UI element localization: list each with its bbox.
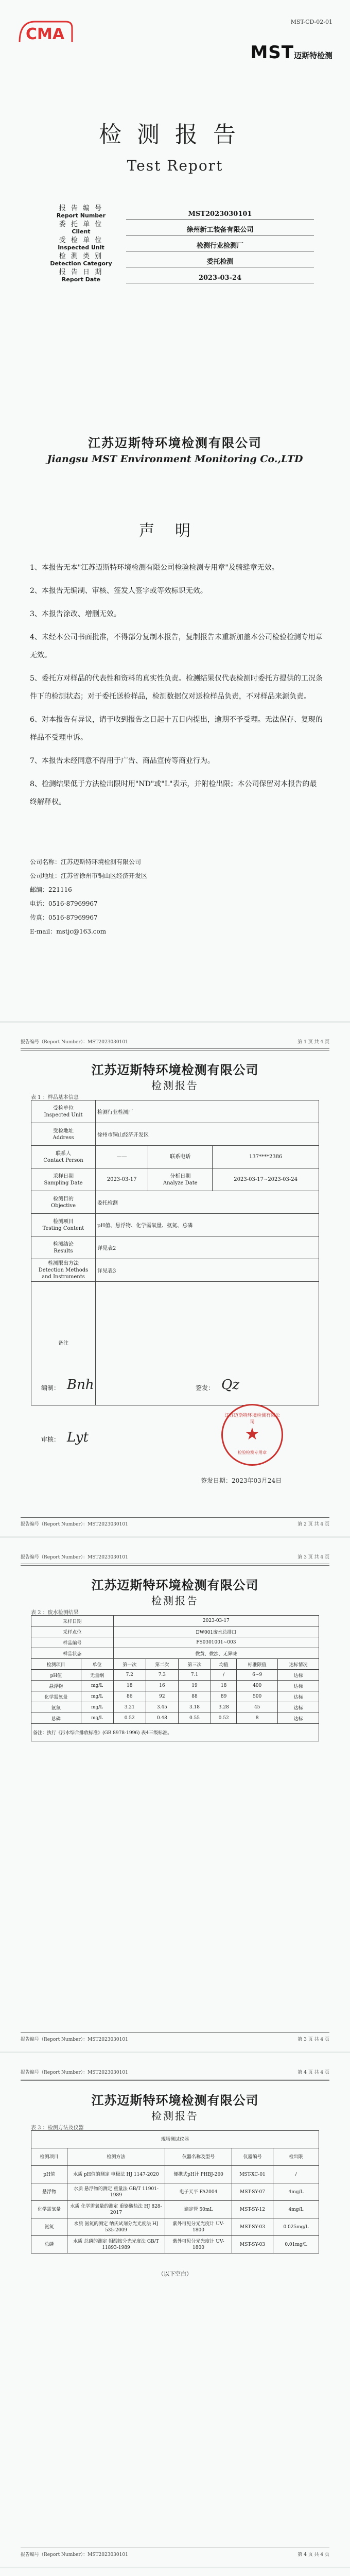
table-row [31,2218,319,2236]
table-row [31,2183,319,2201]
cell: mg/L [81,1713,113,1724]
row-label: 检测目的 Objective [31,1191,96,1214]
header-report-number: 报告编号（Report Number）：MST2023030101 [21,2070,128,2075]
cell: 化学需氧量 [31,2201,67,2218]
cell: 0.52 [113,1713,146,1724]
column-header: 仪器名称及型号 [165,2148,232,2166]
cell: 悬浮物 [31,2183,67,2201]
row-label: 采样日期 Sampling Date [31,1168,96,1191]
issue-date: 签发日期：2023年03月24日 [201,1477,282,1484]
footer-report-number: 报告编号（Report Number）：MST2023030101 [21,2037,128,2042]
table-row [31,1691,319,1702]
cell: 达标 [278,1670,319,1681]
page-subtitle: 检测报告 [151,2110,199,2122]
cma-logo [14,16,76,48]
page-company: 江苏迈斯特环境检测有限公司 [91,2093,259,2108]
declaration-item: 8、检测结果低于方法检出限时用"ND"或"L"表示，并附检出限；本公司保留对本报告的最终解释权。 [30,780,317,806]
cell: 紫外可见分光光度计 UV-1800 [165,2218,232,2236]
seal-subtext: 检验检测专用章 [238,1450,267,1455]
table-header-row [31,1659,319,1670]
cell: 89 [211,1691,237,1702]
declaration-list [30,559,323,817]
info-value: 2023-03-17 [113,1616,319,1626]
mst-logo-sub: 迈斯特检测 [293,51,332,60]
page-subtitle: 检测报告 [151,1079,199,1092]
row-value: 检测行业检测厂 [96,1100,319,1123]
cell: MST-XC-01 [232,2166,273,2183]
row-label: 检测项目 Testing Content [31,1214,96,1236]
signature-approved: Qz [221,1377,240,1393]
page-subtitle: 检测报告 [151,1595,199,1607]
cell: 达标 [278,1681,319,1691]
table-row [31,1214,319,1236]
cell: 7.1 [178,1670,211,1681]
cell: 紫外可见分光光度计 UV-1800 [165,2236,232,2253]
table-row [31,1259,319,1282]
table-row [31,1100,319,1123]
info-value: DW001废水总排口 [113,1626,319,1637]
cell: 便携式pH计 PHBJ-260 [165,2166,232,2183]
table-row [31,1670,319,1681]
info-row-category [36,251,314,267]
contact-email[interactable]: E-mail：mstjc@163.com [30,928,107,935]
column-header: 达标情况 [278,1659,319,1670]
field-label-zh: 受 检 单 位 [59,236,103,244]
cell: 滴定管 50mL [165,2201,232,2218]
table-row [31,1616,319,1626]
info-value: FS0301001~003 [113,1637,319,1648]
row-value: 徐州市铜山经济开发区 [96,1123,319,1146]
seal-text: 江苏迈斯特环境检测有限公司 [224,1413,280,1425]
declaration-item: 3、本报告涂改、增删无效。 [30,610,121,618]
field-label-en: Client [72,228,91,235]
column-header: 单位 [81,1659,113,1670]
table-row [31,1168,319,1191]
cell: 3.45 [146,1702,178,1713]
cell: 无量纲 [81,1670,113,1681]
table-row [31,2131,319,2148]
cell: 7.2 [113,1670,146,1681]
page-header [21,2069,329,2078]
table-row [31,1724,319,1741]
contact-postcode: 邮编：221116 [30,886,72,893]
column-header: 检测项目 [31,1659,81,1670]
row-label: 受检地址 Address [31,1123,96,1146]
cell: 16 [146,1681,178,1691]
cell: 0.52 [211,1713,237,1724]
basic-info-table [31,1100,319,1405]
section-title: 表 2 ：废水检测结果 [31,1610,79,1616]
table-row [31,2166,319,2183]
declaration-item: 2、本报告无编制、审核、签发人签字或等效标识无效。 [30,587,207,595]
info-label: 采样点位 [31,1626,114,1637]
cell: 达标 [278,1702,319,1713]
field-label-zh: 检 测 类 别 [59,252,103,260]
report-page-4 [0,2053,350,2568]
page-header [21,1553,329,1563]
methods-top-label: 现场测试仪器 [31,2131,319,2148]
header-page-number: 第 4 页 共 4 页 [297,2070,329,2075]
cell: 6~9 [237,1670,278,1681]
page-header [21,1038,329,1047]
row-value: 委托检测 [96,1191,319,1214]
methods-table [31,2130,319,2253]
footer-report-number: 报告编号（Report Number）：MST2023030101 [21,1522,128,1527]
cell: 3.28 [211,1702,237,1713]
cell: / [273,2166,319,2183]
field-label-en: Inspected Unit [58,244,104,251]
row-label: 检测结论 Results [31,1236,96,1259]
table-row [31,1637,319,1648]
table-row [31,2201,319,2218]
cell: 18 [113,1681,146,1691]
cell: 88 [178,1691,211,1702]
cell: MST-SY-03 [232,2236,273,2253]
cell: mg/L [81,1681,113,1691]
remark-label: 备注 [31,1282,96,1405]
cell: 3.21 [113,1702,146,1713]
declaration-title: 声明 [139,522,211,540]
field-label-en: Report Date [61,276,101,283]
cell: 400 [237,1681,278,1691]
row-value: 2023-03-17~2023-03-24 [213,1168,319,1191]
cell: 8 [237,1713,278,1724]
cell: 0.55 [178,1713,211,1724]
row-value: 137****2386 [213,1146,319,1168]
column-header: 均值 [211,1659,237,1670]
cell: 0.48 [146,1713,178,1724]
declaration-item: 1、本报告无本"江苏迈斯特环境检测有限公司检验检测专用章"及骑缝章无效。 [30,564,279,572]
info-label: 采样日期 [31,1616,114,1626]
report-title-en: Test Report [127,157,223,174]
table-row [31,1626,319,1637]
cell: 水质 化学需氧量的测定 重铬酸盐法 HJ 828-2017 [67,2201,165,2218]
field-value: 徐州新工装备有限公司 [126,224,314,235]
column-header: 第二次 [146,1659,178,1670]
cell: 氨氮 [31,1702,81,1713]
row-value: —— [96,1146,148,1168]
table-row [31,1681,319,1691]
report-page-2 [0,1023,350,1538]
cell: 达标 [278,1691,319,1702]
table-row [31,1236,319,1259]
info-row-client [36,219,314,235]
cell: 0.025mg/L [273,2218,319,2236]
contact-phone: 电话：0516-87969967 [30,900,98,907]
table-row [31,2236,319,2253]
page-company: 江苏迈斯特环境检测有限公司 [91,1062,259,1077]
cell: 电子天平 FA2004 [165,2183,232,2201]
cell: / [211,1670,237,1681]
cell: 化学需氧量 [31,1691,81,1702]
page-company: 江苏迈斯特环境检测有限公司 [91,1578,259,1592]
row-value: 2023-03-17 [96,1168,148,1191]
cell: MST-SY-12 [232,2201,273,2218]
section-title: 表 3 ：检测方法及仪器 [31,2125,84,2131]
cell: pH值 [31,1670,81,1681]
cell: 水质 pH值的测定 电极法 HJ 1147-2020 [67,2166,165,2183]
declaration-item: 7、本报告未经同意不得用于广告、商品宣传等商业行为。 [30,757,215,765]
blank-note: （以下空白） [158,2270,192,2277]
column-header: 仪器编号 [232,2148,273,2166]
cell: 总磷 [31,2236,67,2253]
info-row-report-number [36,204,314,219]
cell: 4mg/L [273,2183,319,2201]
field-label-en: Detection Category [50,260,112,267]
cell: MST-SY-07 [232,2183,273,2201]
signature-reviewed: Lyt [67,1430,89,1445]
field-value: MST2023030101 [126,210,314,219]
seal-star-icon: ★ [244,1424,260,1444]
row-label: 联系人 Contact Person [31,1146,96,1168]
declaration-item: 4、未经本公司书面批准，不得部分复制本报告，复制报告未重新加盖本公司检验检测专用章无效。 [30,633,323,659]
column-header: 检测项目 [31,2148,67,2166]
header-report-number: 报告编号（Report Number）：MST2023030101 [21,1040,128,1045]
field-label-zh: 委 托 单 位 [59,221,103,228]
field-value: 2023-03-24 [126,274,314,283]
contact-info [30,855,318,939]
table-row [31,1123,319,1146]
footer-page-number: 第 3 页 共 4 页 [297,2037,329,2042]
header-report-number: 报告编号（Report Number）：MST2023030101 [21,1555,128,1560]
row-label: 检测限出方法 Detection Methods and Instruments [31,1259,96,1282]
contact-fax: 传真：0516-87969967 [30,914,98,921]
cover-info [36,204,314,283]
cell: 达标 [278,1713,319,1724]
results-note: 备注：执行《污水综合排放标准》(GB 8978-1996) 表4三级标准。 [31,1724,319,1741]
contact-address: 公司地址：江苏省徐州市铜山区经济开发区 [30,872,148,879]
report-page-3 [0,1538,350,2053]
prepared-label: 编制： [41,1384,60,1392]
footer-page-number: 第 2 页 共 4 页 [297,1522,329,1527]
declaration-item: 6、对本报告有异议，请于收到报告之日起十五日内提出，逾期不予受理。无法保存、复现的样品不受理申诉。 [30,716,323,742]
cell: 0.01mg/L [273,2236,319,2253]
column-header: 标准限值 [237,1659,278,1670]
info-label: 样品状态 [31,1648,114,1659]
cell: 氨氮 [31,2218,67,2236]
report-page-5 [0,2568,350,2576]
field-label-en: Report Number [56,212,106,219]
column-header: 检出限 [273,2148,319,2166]
cell: 3.18 [178,1702,211,1713]
cell: 500 [237,1691,278,1702]
company-name-en: Jiangsu MST Environment Monitoring Co.,LTD [47,453,303,465]
approved-label: 签发： [196,1384,215,1392]
column-header: 检测方法 [67,2148,165,2166]
field-value: 委托检测 [126,256,314,267]
cell: 18 [211,1681,237,1691]
cell: 86 [113,1691,146,1702]
mst-logo-main: MST [250,42,294,63]
info-row-report-date [36,267,314,283]
field-value: 检测行业检测厂 [126,240,314,251]
company-name-zh: 江苏迈斯特环境检测有限公司 [88,435,262,450]
section-title: 表 1 ：样品基本信息 [31,1095,79,1100]
table-header-row [31,2148,319,2166]
row-label: 分析日期 Analyze Date [148,1168,213,1191]
contact-company: 公司名称：江苏迈斯特环境检测有限公司 [30,858,142,866]
cell: 7.3 [146,1670,178,1681]
declaration-item: 5、委托方对样品的代表性和资料的真实性负责。检测结果仅代表检测时委托方提供的工况条件下的检测状态；对于委托送检样品，检测数据仅对送检样品负责，不对样品来源负责。 [30,674,323,701]
cell: 水质 悬浮物的测定 重量法 GB/T 11901-1989 [67,2183,165,2201]
report-title-zh: 检测报告 [99,122,251,148]
row-value: pH值、悬浮物、化学需氧量、氨氮、总磷 [96,1214,319,1236]
cover-page [0,0,350,1023]
cma-text: CMA [26,25,65,43]
cell: 悬浮物 [31,1681,81,1691]
cell: 水质 总磷的测定 钼酸铵分光光度法 GB/T 11893-1989 [67,2236,165,2253]
cell: 4mg/L [273,2201,319,2218]
row-label: 联系电话 [148,1146,213,1168]
cell: 水质 氨氮的测定 纳氏试剂分光光度法 HJ 535-2009 [67,2218,165,2236]
header-page-number: 第 1 页 共 4 页 [297,1040,329,1045]
cell: mg/L [81,1702,113,1713]
field-label-zh: 报 告 编 号 [59,205,103,212]
table-row [31,1702,319,1713]
info-label: 样品编号 [31,1637,114,1648]
cell: 92 [146,1691,178,1702]
company-seal [221,1404,283,1466]
row-value: 详见表2 [96,1236,319,1259]
cell: 19 [178,1681,211,1691]
mst-logo [250,42,332,63]
cell: mg/L [81,1691,113,1702]
table-row [31,1146,319,1168]
cell: 45 [237,1702,278,1713]
footer-page-number: 第 4 页 共 4 页 [297,2552,329,2557]
row-label: 受检单位 Inspected Unit [31,1100,96,1123]
table-row [31,1648,319,1659]
info-value: 微黄、微浊、无异味 [113,1648,319,1659]
cell: 总磷 [31,1713,81,1724]
cell: MST-SY-03 [232,2218,273,2236]
field-label-zh: 报 告 日 期 [59,268,103,276]
cell: pH值 [31,2166,67,2183]
column-header: 第三次 [178,1659,211,1670]
signature-prepared: Bnh [67,1377,94,1393]
header-page-number: 第 3 页 共 4 页 [297,1555,329,1560]
table-row [31,1191,319,1214]
table-row [31,1713,319,1724]
row-value: 详见表3 [96,1259,319,1282]
cover-top-number: MST-CD-02-01 [290,19,332,25]
footer-report-number: 报告编号（Report Number）：MST2023030101 [21,2552,128,2557]
reviewed-label: 审核： [41,1436,60,1443]
results-table [31,1615,319,1741]
column-header: 第一次 [113,1659,146,1670]
info-row-inspected-unit [36,235,314,251]
